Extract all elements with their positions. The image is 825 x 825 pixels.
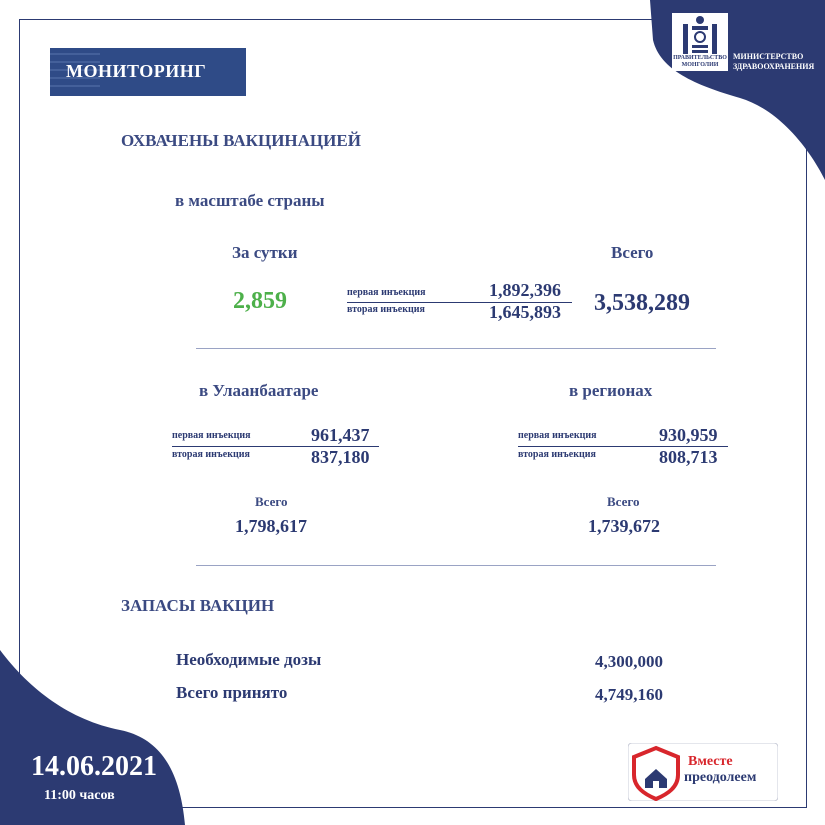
regions-second-value: 808,713 — [659, 447, 718, 467]
regions-second-label: вторая инъекция — [518, 449, 596, 460]
soyombo-emblem-icon — [681, 14, 719, 58]
regions-total-label: Всего — [607, 494, 640, 509]
divider-1 — [196, 348, 716, 349]
country-first-label: первая инъекция — [347, 287, 426, 298]
regions-first-value: 930,959 — [659, 425, 718, 445]
ub-first-label: первая инъекция — [172, 430, 251, 441]
report-time: 11:00 часов — [44, 788, 115, 803]
country-heading: в масштабе страны — [175, 191, 325, 210]
shield-icon — [634, 748, 678, 799]
country-total-label: Всего — [611, 243, 654, 262]
ub-second-value: 837,180 — [311, 447, 370, 467]
regions-heading: в регионах — [569, 381, 653, 400]
vaccinated-title: ОХВАЧЕНЫ ВАКЦИНАЦИЕЙ — [121, 131, 361, 150]
divider-2 — [196, 565, 716, 566]
ub-total-label: Всего — [255, 494, 288, 509]
country-second-value: 1,645,893 — [489, 302, 561, 322]
country-second-label: вторая инъекция — [347, 304, 425, 315]
regions-first-label: первая инъекция — [518, 430, 597, 441]
needed-value: 4,300,000 — [595, 652, 663, 671]
ub-second-label: вторая инъекция — [172, 449, 250, 460]
country-first-value: 1,892,396 — [489, 280, 561, 300]
daily-label: За сутки — [232, 243, 298, 262]
ub-heading: в Улаанбаатаре — [199, 381, 319, 400]
country-total-value: 3,538,289 — [594, 290, 690, 316]
received-label: Всего принято — [176, 683, 288, 702]
ub-first-value: 961,437 — [311, 425, 370, 445]
badge-label: МОНИТОРИНГ — [66, 61, 207, 81]
ministry-line2: ЗДРАВООХРАНЕНИЯ — [733, 62, 815, 71]
logo-caption: ПРАВИТЕЛЬСТВО МОНГОЛИИ — [673, 55, 727, 68]
regions-total-value: 1,739,672 — [588, 516, 660, 536]
ministry-name — [733, 52, 814, 72]
campaign-text-1: Вместе — [688, 754, 733, 769]
received-value: 4,749,160 — [595, 685, 663, 704]
needed-label: Необходимые дозы — [176, 650, 322, 669]
report-date: 14.06.2021 — [31, 751, 157, 782]
ministry-line1: МИНИСТЕРСТВО — [733, 52, 804, 61]
daily-value: 2,859 — [233, 288, 287, 314]
ub-total-value: 1,798,617 — [235, 516, 307, 536]
stock-title: ЗАПАСЫ ВАКЦИН — [121, 596, 275, 615]
campaign-text-2: преодолеем — [684, 770, 757, 785]
